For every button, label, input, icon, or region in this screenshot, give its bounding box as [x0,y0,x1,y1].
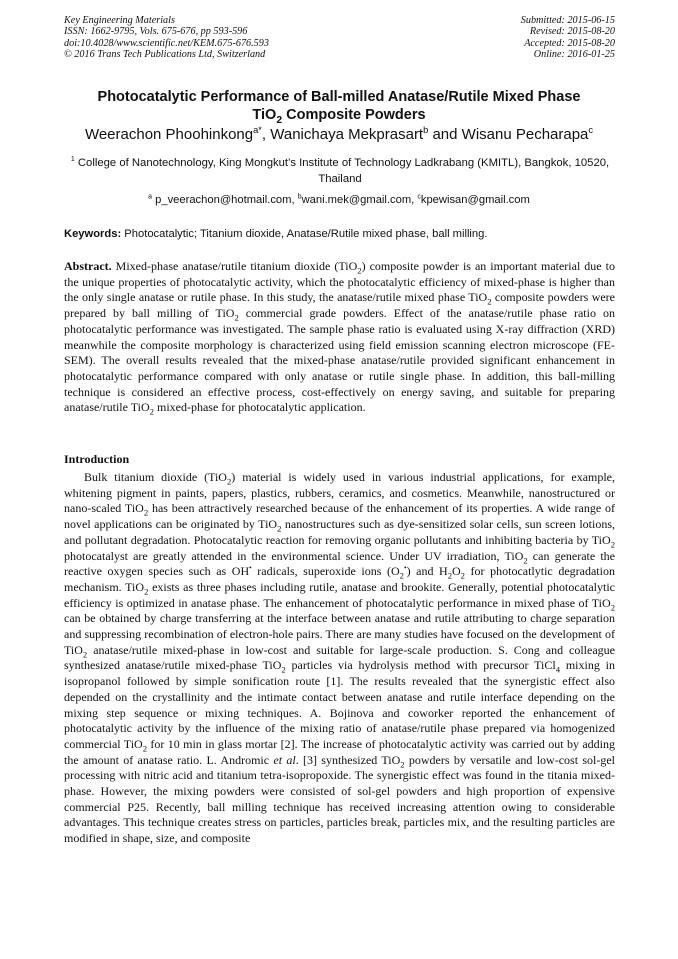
abstract-text: mixed-phase for photocatalytic application. [153,400,366,415]
abstract-text: commercial grade powders. Effect of the anatase/rutile phase ratio on photocatalytic performance was investigated. The sample phase ratio is evaluated using X-ray diffraction (XRD) meanwhile the composite morphology is characterized using field emission scanning electron microscope (FE-SEM). The overall results revealed that the mixed-phase anatase/rutile provided significant enhancement in photocatalytic performance compared with only anatase or rutile single phase. In addition, this ball-milling technique is considered an effective process, cost-effectively on energy saving, and suitable for preparing anatase/rutile TiO [64,306,615,415]
intro-text: . [3] synthesized TiO [295,752,401,767]
intro-text: has been attractively researched because of the enhancement of its properties. A wide range of novel applications can be originated by TiO [64,501,615,532]
subscript: 2 [149,406,154,417]
email-mark-b: b [297,193,302,201]
author-list [0,126,678,144]
subscript: 2 [523,554,528,565]
intro-text: for photocatlytic degradation mechanism. TiO [64,564,615,594]
copyright-line: © 2016 Trans Tech Publications Ltd, Switzerland [64,49,266,61]
author-2-mark: b [423,125,429,135]
author-1-mark: a* [253,125,262,135]
subscript: 2 [610,602,615,613]
affiliation-mark: 1 [70,156,75,164]
abstract-text: ) composite powder is an important material due to the unique properties of photocatalytic activity, which the photocatalytic efficiency of mixed-phase is higher than the only single anatase or rutile phase. In this study, the anatase/rutile mixed phase TiO [64,259,615,305]
title-line-2 [0,106,678,124]
email-mark-a: a [148,193,153,201]
submitted-date: Submitted: 2015-06-15 [520,15,615,26]
abstract-text: composite powders were prepared by ball milling of TiO [64,290,616,321]
intro-text: anatase/rutile mixed-phase in low-cost and suitable for large-scale production. S. Cong and colleague synthesized anatase/rutile mixed-phase TiO [64,642,615,673]
abstract-label: Abstract. [64,259,112,273]
intro-text: nanostructures such as dye-sensitized solar cells, sun screen lotions, and pollutant degradation. Photocatalytic reaction for removing organic pollutants and inhibiting bacteria by TiO [64,517,616,547]
title-tail: Composite Powders [282,107,426,123]
subscript: 2 [234,312,239,323]
email-c[interactable]: kpewisan@gmail.com [420,194,530,206]
title-line-1: Photocatalytic Performance of Ball-milled Anatase/Rutile Mixed Phase [97,89,581,105]
author-sep-2: and [428,126,462,143]
abstract [64,259,615,416]
subscript: 2 [487,296,492,307]
email-mark-c: c [417,193,421,201]
subscript: 2 [281,664,286,675]
doi-line[interactable]: doi:10.4028/www.scientific.net/KEM.675-676.593 [64,37,269,49]
subscript: 2 [357,265,362,276]
intro-text: ) and H [406,564,448,579]
affiliation-text: College of Nanotechnology, King Mongkut’s Institute of Technology Ladkrabang (KMITL), Bangkok, 10520, Thailand [74,157,610,185]
subscript: 2 [460,570,465,581]
subscript: 2 [142,743,148,754]
online-date: Online: 2016-01-25 [533,49,615,61]
subscript: 2 [399,570,404,581]
subscript: 2 [447,570,452,581]
et-al: et al [273,752,296,767]
email-a[interactable]: p_veerachon@hotmail.com, [152,194,298,206]
paper-title [0,88,678,124]
abstract-text: Mixed-phase anatase/rutile titanium dioxide (TiO [111,259,358,273]
author-emails [0,193,678,207]
subscript: 2 [400,759,405,770]
journal-info [64,15,269,61]
subscript: 2 [226,476,232,487]
keywords-text: Photocatalytic; Titanium dioxide, Anatase/Rutile mixed phase, ball milling. [121,228,488,240]
affiliation [60,155,620,187]
publication-dates [521,15,615,61]
author-1: Weerachon Phoohinkong [84,126,254,143]
title-tio: TiO [252,107,277,123]
subscript: 2 [82,649,88,660]
intro-text: O [452,564,461,579]
journal-name: Key Engineering Materials [64,15,175,26]
intro-text: for 10 min in glass mortar [2]. The increase of photocatalytic activity was carried out by adding the amount of anatase ratio. L. Andromic [64,736,615,767]
subscript: 2 [610,539,615,550]
author-3: Wisanu Pecharapa [461,126,589,143]
issn-line: ISSN: 1662-9795, Vols. 675-676, pp 593-596 [64,26,248,38]
intro-text: Bulk titanium dioxide (TiO [84,470,227,484]
author-2: Wanichaya Mekprasart [270,126,424,143]
intro-text: powders by versatile and low-cost sol-gel processing with nitric acid and titanium tetra-isopropoxide. The synergistic effect was found in the titania mixed-phase. However, the mixing powders were consisted of sol-gel powders and high proportion of expensive commercial P25. Recently, ball milling technique has received increasing attention owing to considerable advantages. This technique creates stress on particles, particles break, particles mix, and the resulting particles are modified in shape, size, and composite [64,752,615,846]
subscript: 4 [555,664,561,675]
intro-text: ) material is widely used in various industrial applications, for example, whitening pigment in paints, papers, plastics, rubbers, ceramics, and cosmetics. Meanwhile, nanostructured or nano-scaled TiO [64,470,616,516]
title-subscript: 2 [276,114,283,126]
intro-text: exists as three phases including rutile, anatase and brookite. Generally, potential photocatalytic efficiency is optimized in anatase phase. The enhancement of photocatalytic performance in mixed phase of TiO [64,579,616,610]
intro-text: particles via hydrolysis method with precursor TiCl [285,658,556,673]
intro-text: photocatalyst are greatly attended in the environmental science. Under UV irradiation, TiO [64,548,524,563]
introduction-heading: Introduction [64,452,130,466]
accepted-date: Accepted: 2015-08-20 [524,37,615,49]
intro-text: can generate the reactive oxygen species such as OH [64,548,615,579]
intro-text: can be obtained by charge transferring at the interface between anatase and rutile attributing to charge separation and suppressing recombination of electron-hole pairs. There are many studies have focused on the development of TiO [64,611,615,657]
author-3-mark: c [588,125,594,135]
subscript: 2 [143,507,149,518]
subscript: 2 [144,586,149,597]
introduction-paragraph [64,470,615,847]
radical-dot: • [249,563,252,573]
intro-text: mixing in isopropanol followed by simple sonification route [1]. The results revealed that the synergistic effect also depended on the crystallinity and the intimate contact between anatase and rutile interface depending on the mixing step sequence or mixing techniques. A. Bojinova and coworker reported the enhancement of photocatalytic activity by the influence of the mixing ratio of anatase/rutile phase prepared via homogenized commercial TiO [64,658,615,751]
keywords-label: Keywords: [64,228,122,240]
revised-date: Revised: 2015-08-20 [529,26,615,38]
subscript: 2 [277,523,282,534]
radical-dot: • [403,563,407,573]
email-b[interactable]: wani.mek@gmail.com, [301,194,418,206]
keywords [64,227,619,241]
author-sep-1: , [261,126,271,143]
intro-text: radicals, superoxide ions (O [251,564,400,579]
